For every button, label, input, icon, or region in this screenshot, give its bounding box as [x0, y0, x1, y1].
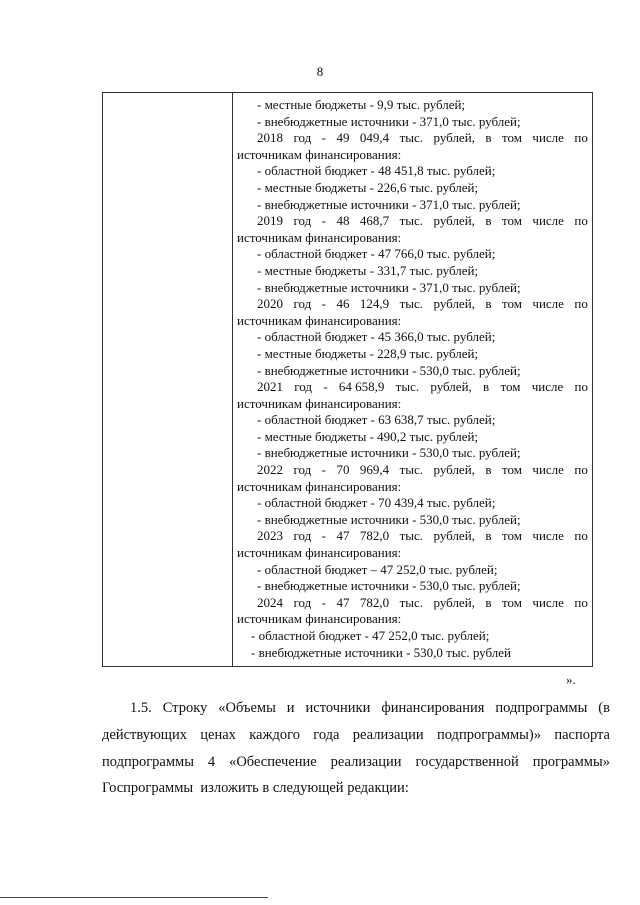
year-total-line	[237, 130, 588, 147]
year-line-word: том	[501, 462, 522, 478]
paragraph-line	[102, 722, 610, 749]
funding-source-line: - областной бюджет – 47 252,0 тыс. рублей;	[257, 561, 498, 577]
page-number: 8	[316, 64, 324, 79]
paragraph-word: программы»	[532, 753, 610, 770]
year-line-word: -	[321, 130, 326, 146]
year-line-word: 782,0	[359, 528, 390, 544]
financing-table	[102, 92, 593, 667]
year-line-word: -	[321, 296, 326, 312]
year-line-word: по	[574, 213, 588, 229]
paragraph-word: источники	[305, 700, 371, 716]
sources-heading-line: источникам финансирования:	[237, 478, 402, 494]
year-line-word: 2021	[257, 379, 283, 395]
year-line-word: числе	[531, 379, 564, 395]
year-line-word: в	[485, 130, 492, 146]
year-line-word: рублей,	[433, 296, 475, 312]
year-line-word: тыс.	[399, 213, 424, 229]
year-line-word: 782,0	[359, 594, 390, 610]
paragraph-word: ценах	[200, 726, 236, 743]
funding-source-line: - областной бюджет - 70 439,4 тыс. рублей;	[257, 495, 496, 511]
year-line-word: 049,4	[359, 130, 390, 146]
year-line-word: -	[321, 462, 326, 478]
year-line-word: по	[574, 379, 588, 395]
year-line-word: тыс.	[399, 296, 424, 312]
paragraph-word: «Обеспечение	[229, 753, 317, 770]
paragraph-1-5	[102, 695, 610, 802]
funding-source-line: - местные бюджеты - 228,9 тыс. рублей;	[257, 345, 479, 361]
sources-heading-line: источникам финансирования:	[237, 395, 402, 411]
year-line-word: 2018	[257, 130, 283, 146]
year-total-line	[237, 213, 588, 230]
year-line-word: в	[485, 462, 492, 478]
year-line-word: 47	[336, 528, 350, 544]
year-line-word: 2020	[257, 296, 283, 312]
sources-heading-line: источникам финансирования:	[237, 312, 402, 328]
year-line-word: в	[485, 594, 492, 610]
paragraph-word: подпрограммы	[102, 753, 194, 770]
funding-source-line: - областной бюджет - 63 638,7 тыс. рублей;	[257, 412, 496, 428]
year-line-word: год	[294, 379, 313, 395]
funding-source-line: - внебюджетные источники - 530,0 тыс. рублей	[251, 644, 511, 660]
paragraph-line	[102, 749, 610, 776]
year-line-word: в	[485, 213, 492, 229]
funding-source-line: - областной бюджет - 48 451,8 тыс. рублей;	[257, 163, 496, 179]
year-line-word: 2024	[257, 594, 283, 610]
paragraph-word: паспорта	[554, 726, 610, 743]
year-line-word: рублей,	[433, 213, 475, 229]
paragraph-word: Госпрограммы изложить в следующей редакции:	[102, 780, 409, 797]
funding-source-line: - внебюджетные источники - 530,0 тыс. рублей;	[257, 511, 521, 527]
funding-source-line: - местные бюджеты - 490,2 тыс. рублей;	[257, 428, 479, 444]
year-line-word: том	[500, 379, 521, 395]
year-line-word: 64 658,9	[338, 379, 385, 395]
year-line-word: по	[574, 528, 588, 544]
paragraph-word: 4	[207, 753, 216, 770]
year-line-word: рублей,	[433, 462, 475, 478]
sources-heading-line: источникам финансирования:	[237, 545, 402, 561]
year-line-word: рублей,	[433, 130, 475, 146]
sources-heading-line: источникам финансирования:	[237, 146, 402, 162]
year-line-word: тыс.	[399, 462, 424, 478]
year-line-word: тыс.	[399, 130, 424, 146]
paragraph-word: финансирования	[381, 700, 485, 716]
paragraph-word: каждого	[249, 726, 300, 743]
table-left-cell	[103, 93, 233, 666]
year-line-word: числе	[532, 130, 564, 146]
year-line-word: год	[293, 296, 312, 312]
year-line-word: 468,7	[359, 213, 390, 229]
year-line-word: том	[501, 594, 522, 610]
year-line-word: тыс.	[399, 594, 424, 610]
year-line-word: по	[574, 462, 588, 478]
year-line-word: 70	[336, 462, 350, 478]
paragraph-word: реализации	[352, 726, 424, 743]
year-line-word: рублей,	[433, 528, 475, 544]
year-line-word: год	[293, 130, 312, 146]
year-line-word: год	[293, 594, 312, 610]
year-line-word: тыс.	[399, 528, 424, 544]
funding-source-line: - областной бюджет - 47 766,0 тыс. рублей;	[257, 246, 496, 262]
year-line-word: 46	[336, 296, 350, 312]
year-line-word: год	[293, 462, 312, 478]
funding-source-line: - местные бюджеты - 331,7 тыс. рублей;	[257, 262, 479, 278]
year-line-word: год	[293, 213, 312, 229]
year-line-word: том	[501, 213, 522, 229]
paragraph-word: (в	[598, 700, 610, 716]
year-line-word: рублей,	[430, 379, 472, 395]
funding-source-line: - областной бюджет - 47 252,0 тыс. рублей;	[251, 628, 490, 643]
funding-source-line: - внебюджетные источники - 371,0 тыс. рублей;	[257, 113, 521, 129]
year-line-word: числе	[532, 594, 564, 610]
year-line-word: 47	[336, 594, 350, 610]
year-line-word: числе	[532, 296, 564, 312]
closing-quote: ».	[566, 672, 576, 687]
footer-rule	[0, 897, 268, 898]
paragraph-word: подпрограммы)»	[436, 726, 542, 743]
year-line-word: -	[321, 594, 326, 610]
funding-source-line: - местные бюджеты - 9,9 тыс. рублей;	[257, 97, 466, 112]
year-line-word: в	[483, 379, 490, 395]
funding-source-line: - внебюджетные источники - 530,0 тыс. рублей;	[257, 578, 521, 594]
funding-source-line: - внебюджетные источники - 371,0 тыс. рублей;	[257, 196, 521, 212]
year-line-word: в	[485, 528, 492, 544]
year-total-line	[237, 462, 588, 479]
funding-source-line: - внебюджетные источники - 530,0 тыс. рублей;	[257, 445, 521, 461]
year-line-word: 124,9	[359, 296, 390, 312]
paragraph-line	[102, 695, 610, 722]
funding-source-line: - местные бюджеты - 226,6 тыс. рублей;	[257, 179, 479, 195]
paragraph-word: действующих	[102, 726, 187, 743]
year-total-line	[237, 528, 588, 545]
paragraph-word: реализации	[330, 753, 402, 770]
year-line-word: тыс.	[395, 379, 420, 395]
year-line-word: в	[485, 296, 492, 312]
year-line-word: по	[574, 130, 588, 146]
year-line-word: 49	[336, 130, 350, 146]
year-line-word: 2022	[257, 462, 283, 478]
paragraph-word: «Объемы	[218, 700, 276, 716]
year-line-word: том	[501, 130, 522, 146]
year-line-word: числе	[532, 213, 564, 229]
year-line-word: рублей,	[433, 594, 475, 610]
funding-source-line: - внебюджетные источники - 371,0 тыс. рублей;	[257, 279, 521, 295]
paragraph-word: государственной	[415, 753, 519, 770]
year-line-word: по	[574, 594, 588, 610]
year-total-line	[237, 595, 588, 612]
year-line-word: 48	[336, 213, 350, 229]
paragraph-word: подпрограммы	[495, 700, 588, 716]
funding-source-line: - областной бюджет - 45 366,0 тыс. рублей;	[257, 329, 496, 345]
year-total-line	[237, 296, 588, 313]
year-line-word: год	[293, 528, 312, 544]
year-line-word: числе	[532, 528, 564, 544]
paragraph-line	[102, 775, 610, 802]
year-line-word: 2019	[257, 213, 283, 229]
year-line-word: -	[323, 379, 328, 395]
paragraph-word: и	[286, 700, 295, 716]
year-line-word: том	[501, 528, 522, 544]
year-line-word: -	[321, 528, 326, 544]
paragraph-word: Строку	[162, 700, 208, 716]
year-line-word: том	[501, 296, 522, 312]
table-right-cell	[233, 93, 592, 661]
sources-heading-line: источникам финансирования:	[237, 229, 402, 245]
year-line-word: 969,4	[359, 462, 390, 478]
year-total-line	[237, 379, 588, 396]
year-line-word: -	[321, 213, 326, 229]
year-line-word: по	[574, 296, 588, 312]
paragraph-word: года	[313, 726, 340, 743]
funding-source-line: - внебюджетные источники - 530,0 тыс. рублей;	[257, 362, 521, 378]
year-line-word: 2023	[257, 528, 283, 544]
year-line-word: числе	[532, 462, 564, 478]
sources-heading-line: источникам финансирования:	[237, 611, 402, 627]
paragraph-word: 1.5.	[130, 700, 152, 716]
